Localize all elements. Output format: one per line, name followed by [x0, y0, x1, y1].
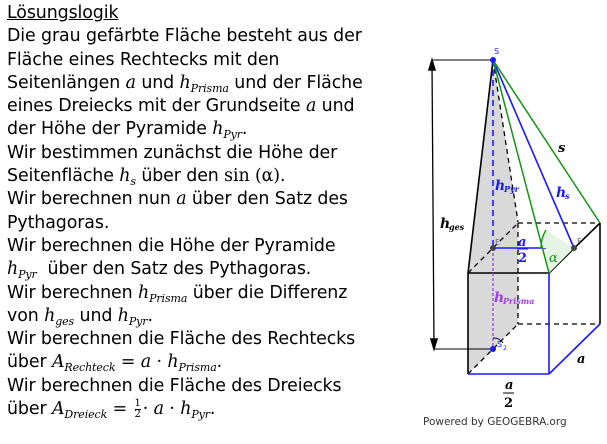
gray-face: [468, 60, 518, 374]
text-segment: und der Fläche: [228, 72, 363, 93]
math-variable: A: [51, 399, 65, 420]
text-line: [7, 165, 412, 188]
label-a-half-num: a: [518, 235, 527, 250]
math-operator: =: [115, 352, 141, 373]
text-segment: und: [316, 96, 355, 117]
fraction-numerator: 1: [134, 397, 141, 409]
point-s2: [490, 346, 496, 352]
text-segment: und: [135, 72, 180, 93]
label-alpha: α: [549, 251, 558, 266]
text-segment: Wir berechnen nun: [7, 189, 177, 210]
math-fraction: [135, 399, 141, 420]
text-segment: Wir berechnen die Höhe der Pyramide: [7, 235, 336, 256]
text-line: [7, 25, 412, 48]
math-subscript: ges: [55, 314, 75, 328]
text-segment: .: [147, 305, 153, 326]
text-segment: über den: [135, 166, 225, 187]
math-variable: h: [7, 259, 19, 280]
math-variable: h: [119, 166, 131, 187]
math-variable: h: [44, 305, 56, 326]
text-line: [7, 212, 412, 235]
solution-text: [7, 2, 412, 421]
text-line: [7, 188, 412, 211]
math-variable: A: [51, 352, 65, 373]
label-s-edge: s: [558, 141, 566, 156]
math-subscript: Dreieck: [64, 408, 108, 422]
title: Lösungslogik: [7, 3, 119, 23]
fraction-denominator: 2: [134, 408, 141, 420]
text-segment: Pythagoras.: [7, 212, 110, 233]
math-subscript: Pyr: [223, 128, 242, 142]
text-segment: Die grau gefärbte Fläche besteht aus der: [7, 26, 362, 47]
label-hprisma-sub: Prisma: [503, 296, 535, 306]
text-segment: über die Differenz: [187, 282, 348, 303]
text-segment: .: [241, 119, 248, 140]
math-variable: h: [167, 352, 179, 373]
math-operator: =: [107, 399, 133, 420]
text-segment: über: [7, 399, 52, 420]
math-variable: a: [176, 189, 187, 210]
text-segment: Wir berechnen die Fläche des Rechtecks: [7, 329, 356, 350]
text-segment: Wir berechnen: [7, 282, 138, 303]
math-operator: ·: [151, 352, 168, 373]
text-segment: und: [74, 305, 118, 326]
label-a-bottom-num: a: [505, 378, 514, 393]
math-variable: a: [125, 72, 136, 93]
text-segment: über den Satz des: [186, 189, 348, 210]
label-hs-sub: s: [565, 191, 570, 201]
text-segment: eines Dreiecks mit der Grundseite: [7, 96, 306, 117]
label-hges: h: [440, 216, 451, 232]
pyramid-prism-diagram: [410, 40, 607, 416]
math-variable: h: [179, 72, 191, 93]
math-subscript: Pyr: [128, 314, 148, 328]
label-hs: h: [556, 185, 567, 201]
math-operator: ·: [163, 399, 181, 420]
point-s: [490, 57, 496, 63]
label-hges-sub: ges: [449, 222, 465, 232]
label-s: S: [494, 47, 500, 56]
math-variable: h: [180, 399, 192, 420]
math-variable: h: [137, 282, 150, 303]
math-subscript: Prisma: [190, 81, 229, 95]
label-a-half-den: 2: [518, 251, 528, 266]
text-segment: Seitenfläche: [7, 166, 120, 187]
geogebra-credit: Powered by GEOGEBRA.org: [423, 416, 567, 428]
text-line: [7, 72, 412, 95]
label-f: F: [577, 237, 582, 246]
label-e: E: [495, 238, 501, 247]
label-s2-sub: 2: [503, 345, 507, 352]
text-line: [7, 235, 412, 258]
math-variable: h: [212, 119, 224, 140]
math-operator: sin (α): [224, 166, 280, 187]
text-line: [7, 282, 412, 305]
text-line: [7, 95, 412, 118]
label-hpyr: h: [495, 178, 506, 194]
text-segment: über: [7, 352, 52, 373]
math-subscript: s: [130, 175, 136, 189]
text-line: [7, 328, 412, 351]
text-line: [7, 118, 412, 141]
text-segment: über den Satz des Pythagoras.: [36, 259, 312, 280]
text-line: [7, 398, 412, 421]
text-line: [7, 305, 412, 328]
math-subscript: Pyr: [18, 268, 37, 282]
math-subscript: Rechteck: [64, 361, 116, 375]
label-a: a: [577, 352, 586, 367]
text-segment: Seitenlängen: [7, 72, 126, 93]
text-segment: der Höhe der Pyramide: [7, 119, 213, 140]
math-variable: h: [117, 305, 129, 326]
label-a-bottom-den: 2: [504, 396, 514, 411]
label-hpyr-sub: Pyr: [504, 184, 519, 194]
label-hprisma: h: [494, 290, 505, 306]
math-variable: a: [153, 399, 164, 420]
text-line: [7, 351, 412, 374]
math-subscript: Prisma: [149, 291, 188, 305]
math-operator: ·: [142, 399, 154, 420]
text-segment: .: [280, 166, 286, 187]
text-line: [7, 375, 412, 398]
text-line: [7, 258, 412, 281]
text-segment: von: [7, 305, 45, 326]
math-subscript: Prisma: [178, 361, 217, 375]
label-s2: S: [497, 340, 503, 349]
text-segment: .: [209, 399, 216, 420]
math-variable: a: [305, 96, 317, 117]
text-line: [7, 142, 412, 165]
text-segment: .: [216, 352, 223, 373]
math-variable: a: [140, 352, 152, 373]
text-segment: Wir berechnen die Fläche des Dreiecks: [7, 375, 342, 396]
text-line: [7, 49, 412, 72]
text-segment: Fläche eines Rechtecks mit den: [7, 49, 280, 70]
math-subscript: Pyr: [191, 408, 210, 422]
text-segment: Wir bestimmen zunächst die Höhe der: [7, 142, 338, 163]
